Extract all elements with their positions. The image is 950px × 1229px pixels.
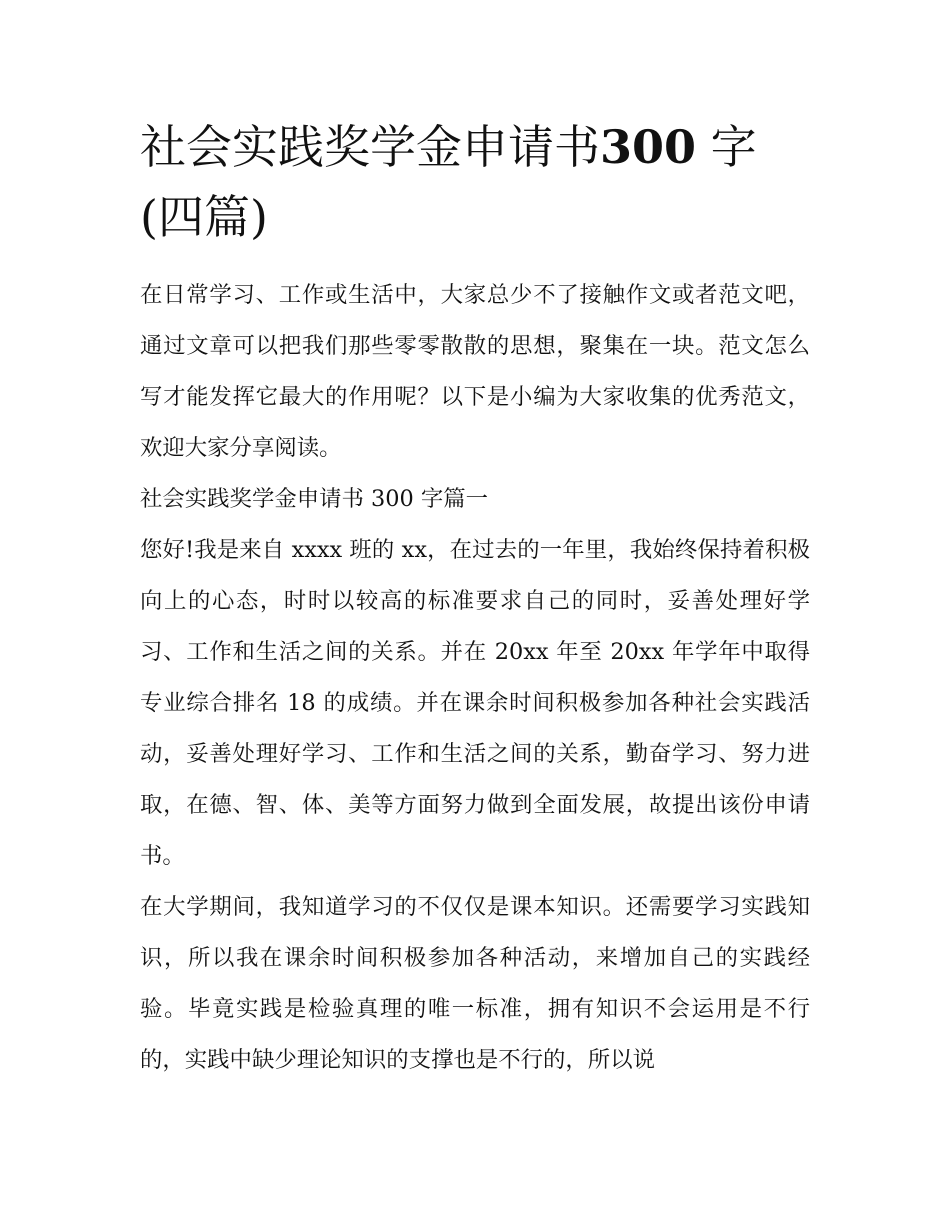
document-title bbox=[140, 112, 810, 252]
title-number: 300 bbox=[600, 120, 697, 174]
title-suffix: 字(四篇) bbox=[140, 120, 757, 244]
body-paragraph-2: 在大学期间，我知道学习的不仅仅是课本知识。还需要学习实践知识，所以我在课余时间积极参加各种活动，来增加自己的实践经验。毕竟实践是检验真理的唯一标准，拥有知识不会运用是不行的，实践中缺少理论知识的支撑也是不行的，所以说 bbox=[140, 894, 810, 1073]
document-body bbox=[140, 270, 810, 1086]
section-heading: 社会实践奖学金申请书 300 字篇一 bbox=[140, 486, 489, 512]
document-content bbox=[140, 112, 810, 1086]
title-text: 社会实践奖学金申请书 bbox=[140, 120, 600, 174]
body-paragraph-1: 您好!我是来自 xxxx 班的 xx，在过去的一年里，我始终保持着积极向上的心态，时时以较高的标准要求自己的同时，妥善处理好学习、工作和生活之间的关系。并在 20xx 年至 20xx 年学年中取得专业综合排名 18 的成绩。并在课余时间积极参加各种社会实践活动，妥善处理好学习、工作和生活之间的关系，勤奋学习、努力进取，在德、智、体、美等方面努力做到全面发展，故提出该份申请书。 bbox=[140, 537, 810, 869]
intro-paragraph: 在日常学习、工作或生活中，大家总少不了接触作文或者范文吧，通过文章可以把我们那些零零散散的思想，聚集在一块。范文怎么写才能发挥它最大的作用呢？以下是小编为大家收集的优秀范文，欢迎大家分享阅读。 bbox=[140, 282, 810, 461]
